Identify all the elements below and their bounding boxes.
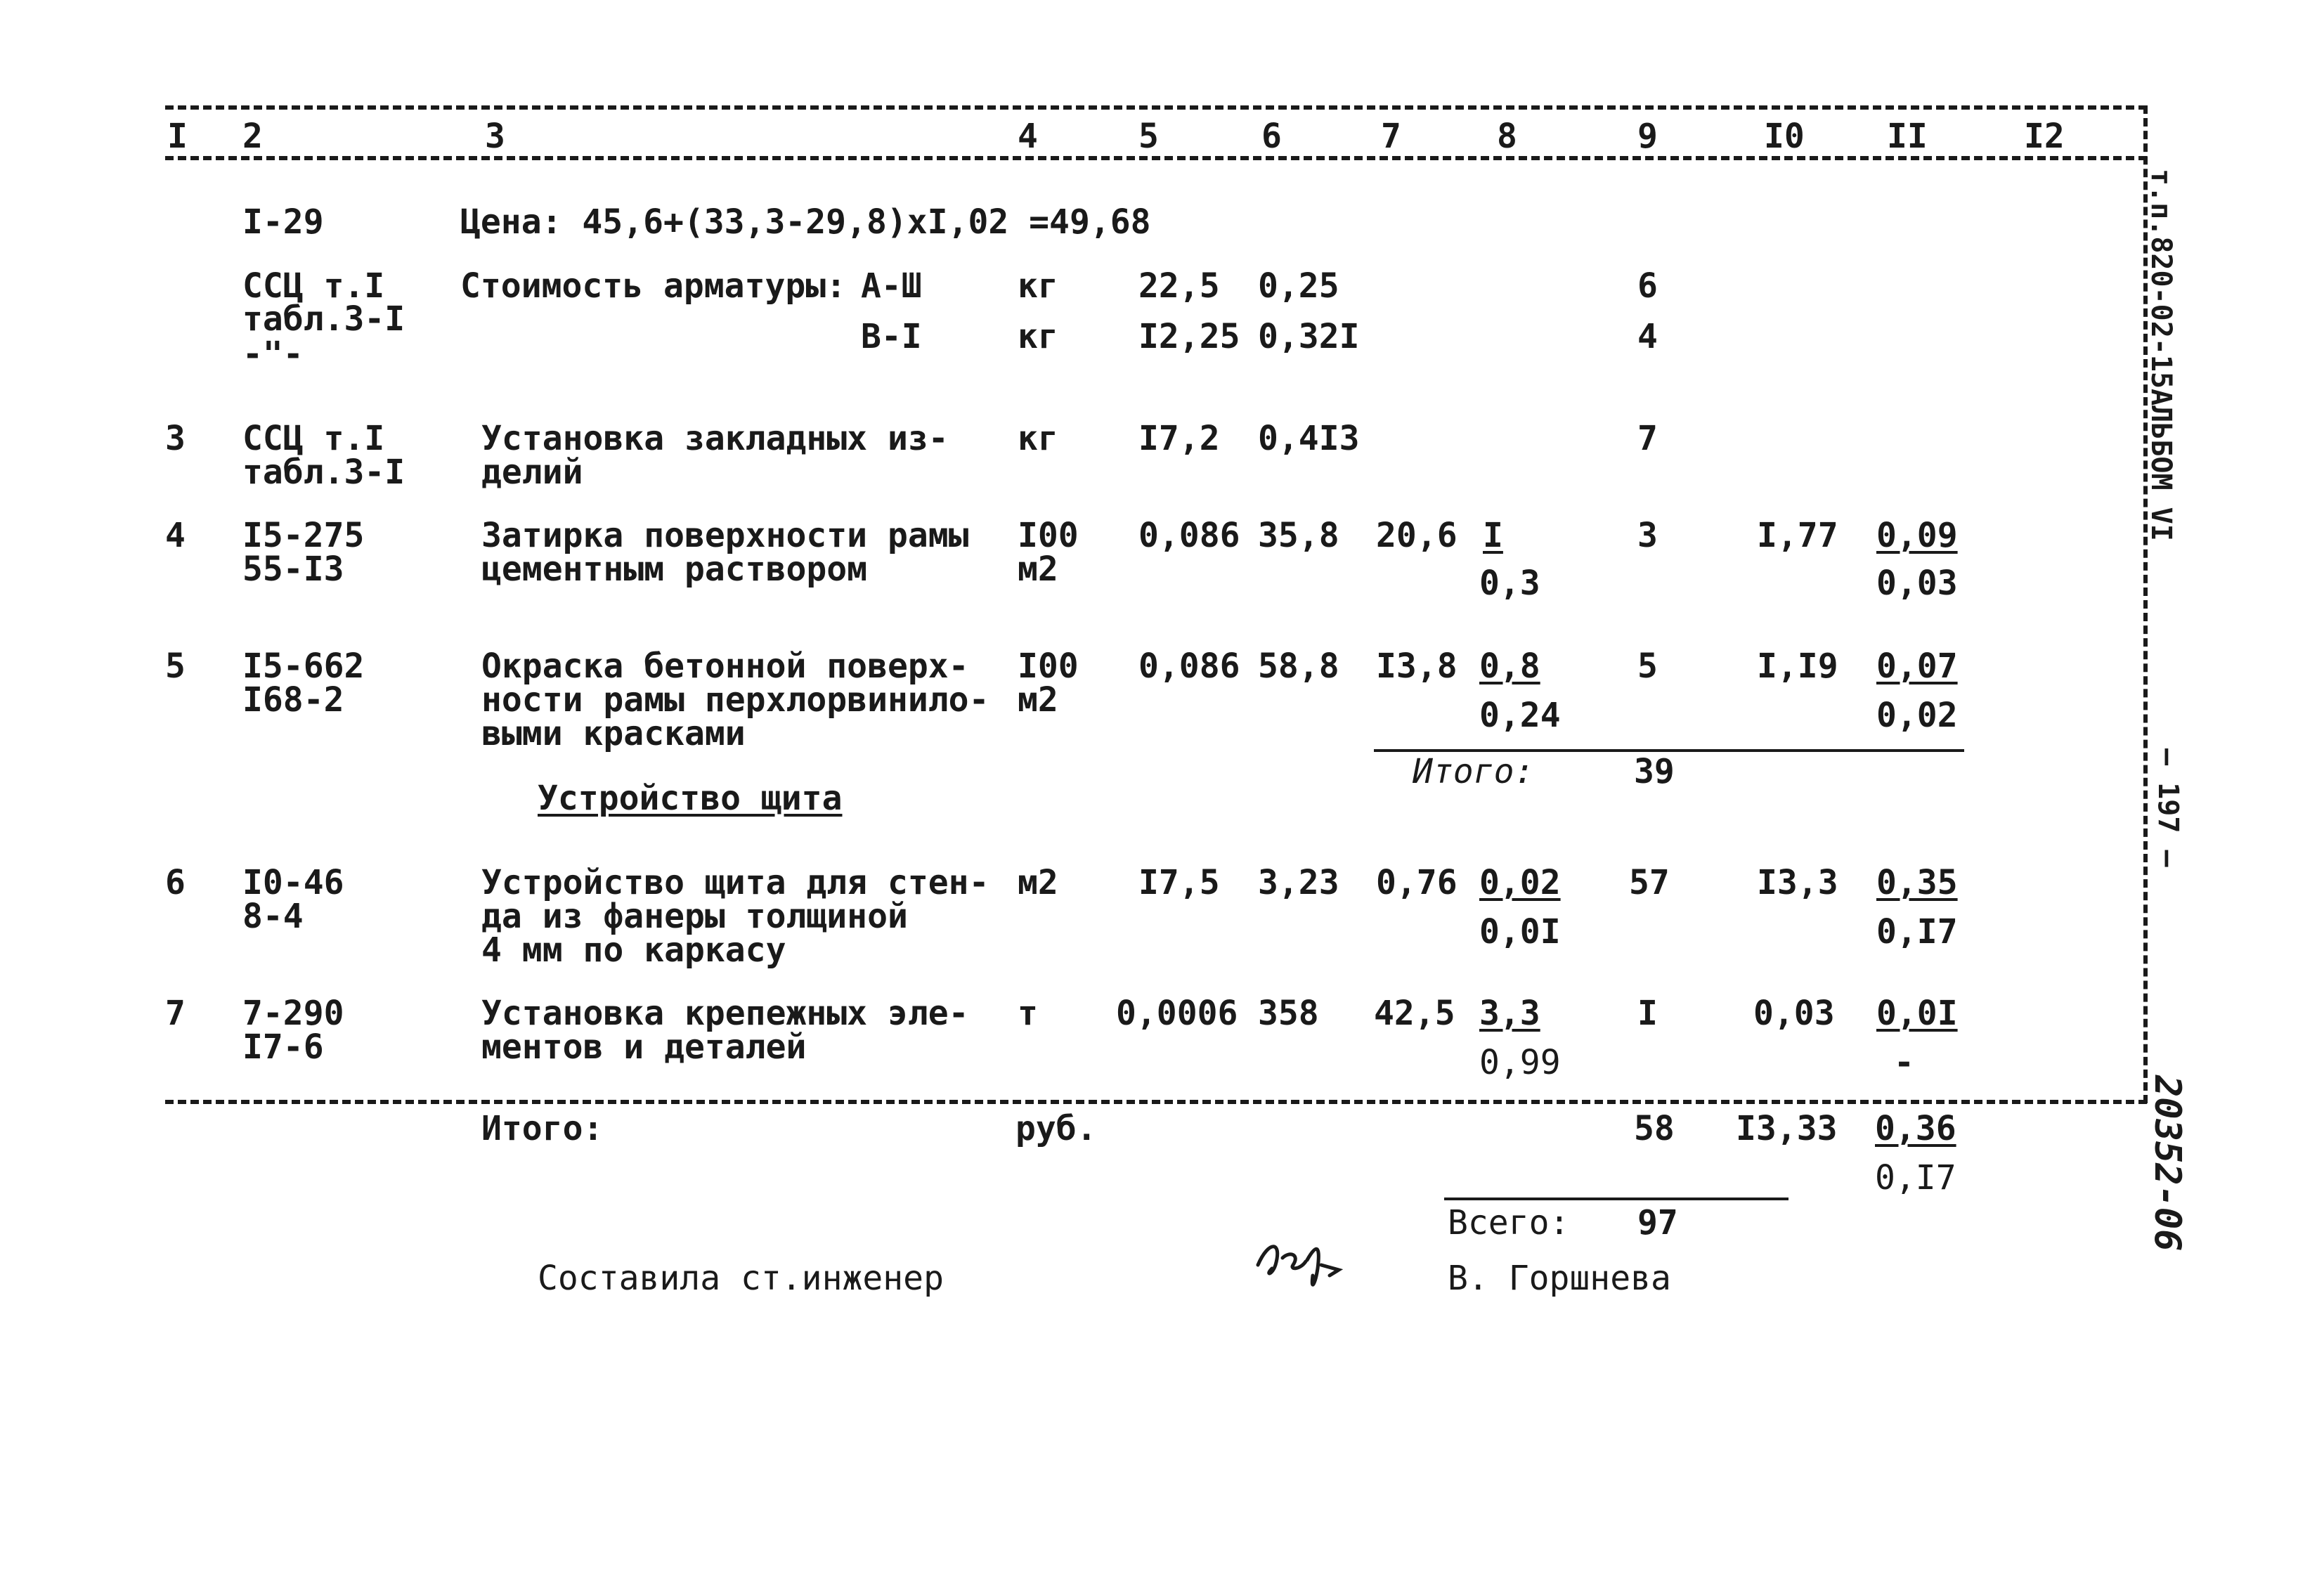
row-5-unit-2: м2	[1018, 680, 1058, 720]
section-title: Устройство щита	[538, 779, 843, 818]
total-unit: руб.	[1015, 1109, 1097, 1148]
rebar-ref-2: табл.3-I	[242, 299, 405, 339]
row-6-c8-bot: 0,0I	[1479, 912, 1561, 952]
col-header-7: 7	[1381, 117, 1401, 156]
row-4-unit-1: I00	[1018, 516, 1079, 555]
row-3-c5: I7,2	[1138, 419, 1220, 458]
row-3-desc-1: Установка закладных из-	[481, 419, 949, 458]
col-header-9: 9	[1637, 117, 1658, 156]
total-c10: I3,33	[1736, 1109, 1838, 1148]
rebar-c9-2: 4	[1637, 317, 1658, 356]
row-5-unit-1: I00	[1018, 647, 1079, 686]
row-4-c7: 20,6	[1376, 516, 1458, 555]
row-3-c6: 0,4I3	[1258, 419, 1360, 458]
row-3-unit: кг	[1018, 419, 1058, 458]
row-6-c8-top: 0,02	[1479, 863, 1561, 902]
compiler-name: В. Горшнева	[1448, 1259, 1671, 1298]
rebar-unit-1: кг	[1018, 266, 1058, 306]
row-4-desc-2: цементным раствором	[481, 550, 868, 589]
row-6-desc-3: 4 мм по каркасу	[481, 930, 786, 970]
row-5-desc-2: ности рамы перхлорвинило-	[481, 680, 989, 720]
row-3-code-1: ССЦ т.I	[242, 419, 385, 458]
total-separator-rule	[165, 1100, 2147, 1104]
row-4-code-1: I5-275	[242, 516, 365, 555]
rebar-ref-1: ССЦ т.I	[242, 266, 385, 306]
row-5-c11-bot: 0,02	[1876, 696, 1958, 735]
row-4-c9: 3	[1637, 516, 1658, 555]
rebar-unit-2: кг	[1018, 317, 1058, 356]
row-6-c5: I7,5	[1138, 863, 1220, 902]
row-7-c6: 358	[1258, 994, 1319, 1033]
col-header-3: 3	[485, 117, 505, 156]
total-c11-bot: 0,I7	[1875, 1158, 1956, 1198]
col-header-11: II	[1887, 117, 1928, 156]
row-7-c11-bot: -	[1894, 1043, 1914, 1082]
rebar-c9-1: 6	[1637, 266, 1658, 306]
rebar-label: Стоимость арматуры:	[460, 266, 847, 306]
row-7-code-2: I7-6	[242, 1027, 324, 1067]
row-6-num: 6	[165, 863, 186, 902]
header-top-rule	[165, 105, 2147, 110]
row-6-c11-bot: 0,I7	[1876, 912, 1958, 952]
row-6-desc-1: Устройство щита для стен-	[481, 863, 989, 902]
col-header-5: 5	[1138, 117, 1159, 156]
row-7-desc-2: ментов и деталей	[481, 1027, 807, 1067]
row-4-c6: 35,8	[1258, 516, 1339, 555]
col-header-12: I2	[2024, 117, 2065, 156]
rebar-price-2: 0,32I	[1258, 317, 1360, 356]
grand-total-rule	[1444, 1198, 1789, 1200]
col-header-4: 4	[1018, 117, 1038, 156]
total-label: Итого:	[481, 1109, 604, 1148]
row-6-code-1: I0-46	[242, 863, 344, 902]
col-header-10: I0	[1764, 117, 1805, 156]
rebar-qty-1: 22,5	[1138, 266, 1220, 306]
row-5-c5: 0,086	[1138, 647, 1240, 686]
row-4-c8-top: I	[1483, 516, 1503, 555]
row-6-c6: 3,23	[1258, 863, 1339, 902]
row-4-unit-2: м2	[1018, 550, 1058, 589]
row-7-num: 7	[165, 994, 186, 1033]
row-6-unit: м2	[1018, 863, 1058, 902]
col-header-1: I	[167, 117, 188, 156]
rebar-grade-2: В-I	[861, 317, 922, 356]
row-4-c11-bot: 0,03	[1876, 564, 1958, 603]
row-5-desc-1: Окраска бетонной поверх-	[481, 647, 969, 686]
row-5-desc-3: выми красками	[481, 714, 746, 753]
row-7-c8-bot: 0,99	[1479, 1043, 1561, 1082]
row-5-num: 5	[165, 647, 186, 686]
row-3-code-2: табл.3-I	[242, 453, 405, 492]
row-6-c9: 57	[1629, 863, 1670, 902]
row-3-desc-2: делий	[481, 453, 583, 492]
row-5-c8-top: 0,8	[1479, 647, 1540, 686]
grand-total-value: 97	[1637, 1203, 1678, 1242]
row-4-c8-bot: 0,3	[1479, 564, 1540, 603]
row-7-c9: I	[1637, 994, 1658, 1033]
row-5-code-1: I5-662	[242, 647, 365, 686]
col-header-6: 6	[1261, 117, 1282, 156]
row-4-c5: 0,086	[1138, 516, 1240, 555]
row-5-c10: I,I9	[1757, 647, 1838, 686]
row-7-c5: 0,0006	[1116, 994, 1238, 1033]
grand-total-label: Всего:	[1448, 1203, 1570, 1242]
total-c11-top: 0,36	[1875, 1109, 1956, 1148]
row-4-c10: I,77	[1757, 516, 1838, 555]
row-6-code-2: 8-4	[242, 897, 304, 936]
row-3-c9: 7	[1637, 419, 1658, 458]
row-4-num: 4	[165, 516, 186, 555]
total-c9: 58	[1634, 1109, 1675, 1148]
col-header-2: 2	[242, 117, 263, 156]
row-7-c8-top: 3,3	[1479, 994, 1540, 1033]
row-7-c7: 42,5	[1374, 994, 1455, 1033]
row-5-c9: 5	[1637, 647, 1658, 686]
subtotal-c9: 39	[1634, 752, 1675, 791]
signature-mark	[1251, 1226, 1356, 1297]
compiled-by-label: Составила ст.инженер	[538, 1259, 944, 1298]
row-3-num: 3	[165, 419, 186, 458]
price-code: I-29	[242, 202, 324, 242]
row-6-c7: 0,76	[1376, 863, 1458, 902]
rebar-price-1: 0,25	[1258, 266, 1339, 306]
row-7-c11-top: 0,0I	[1876, 994, 1958, 1033]
header-bottom-rule	[165, 156, 2147, 160]
row-4-c11-top: 0,09	[1876, 516, 1958, 555]
price-formula: Цена: 45,6+(33,3-29,8)хI,02 =49,68	[460, 202, 1151, 242]
subtotal-label: Итого:	[1413, 752, 1535, 791]
rebar-qty-2: I2,25	[1138, 317, 1240, 356]
row-5-c6: 58,8	[1258, 647, 1339, 686]
row-4-code-2: 55-I3	[242, 550, 344, 589]
row-7-code-1: 7-290	[242, 994, 344, 1033]
row-7-c10: 0,03	[1753, 994, 1835, 1033]
row-6-desc-2: да из фанеры толщиной	[481, 897, 908, 936]
row-5-c11-top: 0,07	[1876, 647, 1958, 686]
document-code: 20352-06	[2146, 1075, 2188, 1252]
rebar-grade-1: А-Ш	[861, 266, 922, 306]
row-7-desc-1: Установка крепежных эле-	[481, 994, 969, 1033]
row-5-c8-bot: 0,24	[1479, 696, 1561, 735]
page-number: — 197 —	[2152, 748, 2184, 867]
col-header-8: 8	[1497, 117, 1517, 156]
row-6-c11-top: 0,35	[1876, 863, 1958, 902]
row-4-desc-1: Затирка поверхности рамы	[481, 516, 969, 555]
row-5-code-2: I68-2	[242, 680, 344, 720]
album-stamp: т.п.820-02-15АЛЬБОМ VI	[2145, 169, 2177, 541]
rebar-ref-3: -"-	[242, 335, 304, 374]
row-5-c7: I3,8	[1376, 647, 1458, 686]
row-7-unit: т	[1018, 994, 1038, 1033]
row-6-c10: I3,3	[1757, 863, 1838, 902]
